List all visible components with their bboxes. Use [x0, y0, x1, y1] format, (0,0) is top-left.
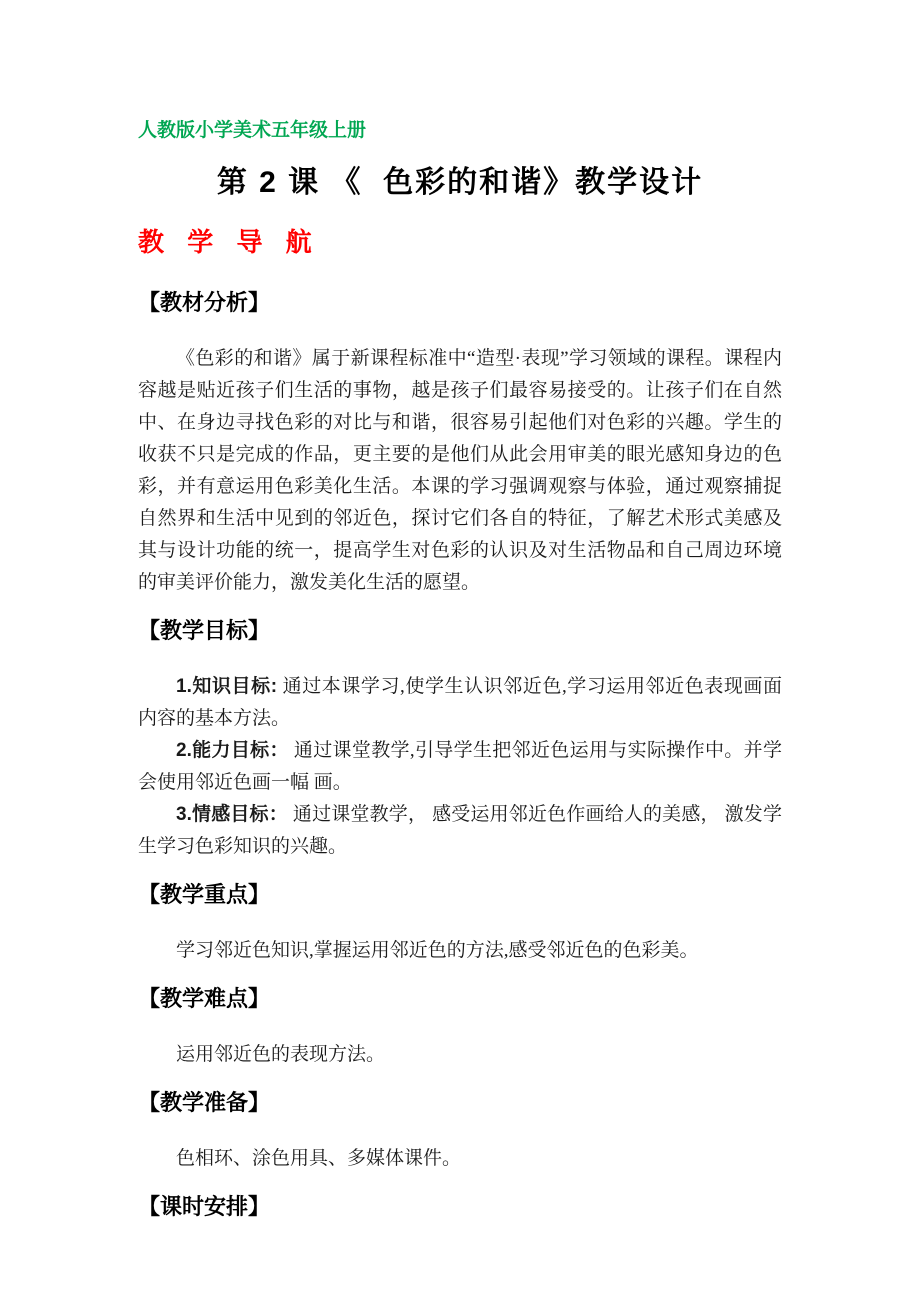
section-teaching-difficulty: [138, 985, 782, 1071]
section-material-analysis: [138, 289, 782, 599]
teaching-difficulty-paragraph: 运用邻近色的表现方法。: [176, 1044, 386, 1065]
page-title: 第 2 课 《 色彩的和谐》教学设计: [216, 166, 704, 199]
section-heading-teaching-objectives: 【教学目标】: [138, 618, 271, 643]
section-heading-teaching-focus: 【教学重点】: [138, 882, 271, 907]
teaching-nav-banner: 教 学 导 航: [138, 227, 320, 257]
objective-text-knowledge: 通过本课学习,使学生认识邻近色,学习运用邻近色表现画面内容的基本方法。: [138, 676, 782, 729]
section-heading-teaching-preparation: 【教学准备】: [138, 1090, 271, 1115]
objective-label-emotion: 3.情感目标：: [176, 804, 288, 825]
objective-text-emotion: 通过课堂教学， 感受运用邻近色作画给人的美感， 激发学生学习色彩知识的兴趣。: [138, 804, 782, 857]
teaching-preparation-paragraph: 色相环、涂色用具、多媒体课件。: [176, 1148, 462, 1169]
section-teaching-objectives: [138, 617, 782, 863]
section-heading-class-schedule: 【课时安排】: [138, 1194, 271, 1219]
objective-item-ability: [138, 735, 782, 799]
section-heading-teaching-difficulty: 【教学难点】: [138, 986, 271, 1011]
series-label: 人教版小学美术五年级上册: [138, 120, 367, 141]
section-teaching-focus: [138, 881, 782, 967]
objective-label-knowledge: 1.知识目标:: [176, 676, 278, 697]
section-class-schedule: [138, 1193, 782, 1221]
section-heading-material-analysis: 【教材分析】: [138, 290, 271, 315]
objective-text-ability: 通过课堂教学,引导学生把邻近色运用与实际操作中。并学会使用邻近色画一幅 画。: [138, 740, 782, 793]
section-teaching-preparation: [138, 1089, 782, 1175]
objective-item-knowledge: [138, 671, 782, 735]
teaching-focus-paragraph: 学习邻近色知识,掌握运用邻近色的方法,感受邻近色的色彩美。: [176, 940, 699, 961]
objective-item-emotion: [138, 799, 782, 863]
objective-label-ability: 2.能力目标：: [176, 740, 289, 761]
material-analysis-paragraph: 《色彩的和谐》属于新课程标准中“造型·表现”学习领域的课程。课程内容越是贴近孩子们生活的事物，越是孩子们最容易接受的。让孩子们在自然中、在身边寻找色彩的对比与和谐，很容易引起他们对色彩的兴趣。学生的收获不只是完成的作品，更主要的是他们从此会用审美的眼光感知身边的色彩，并有意运用色彩美化生活。本课的学习强调观察与体验，通过观察捕捉自然界和生活中见到的邻近色，探讨它们各自的特征，了解艺术形式美感及其与设计功能的统一，提高学生对色彩的认识及对生活物品和自己周边环境的审美评价能力，激发美化生活的愿望。: [138, 348, 782, 593]
